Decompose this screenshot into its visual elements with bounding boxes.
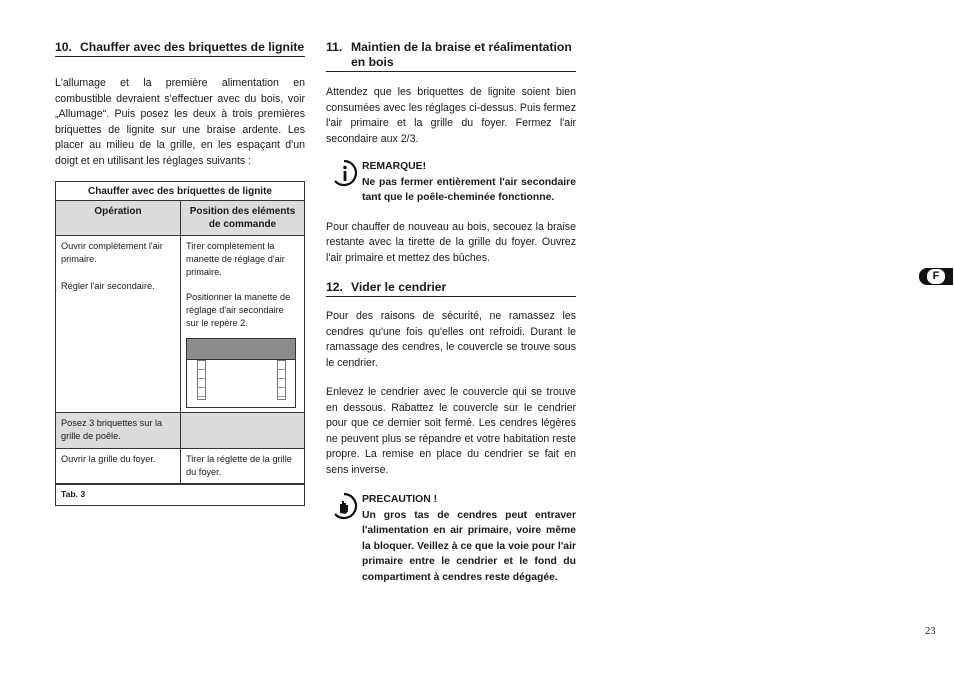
table-cell-empty <box>181 413 304 448</box>
section-title: Vider le cendrier <box>351 280 447 294</box>
table-row <box>56 236 304 413</box>
table-row <box>56 449 304 484</box>
hand-caution-icon <box>330 492 362 585</box>
right-column <box>326 40 576 585</box>
table-header-position: Position des eléments de commande <box>181 201 304 235</box>
pos-primary-air: Tirer complètement la manette de réglage d'air primaire. <box>186 241 285 277</box>
op-open-primary-air: Ouvrir complètement l'air primaire. <box>61 241 163 264</box>
section-10-heading <box>55 40 305 57</box>
caution-title: PRECAUTION ! <box>362 494 438 505</box>
table-row <box>56 413 304 449</box>
section-title: Maintien de la braise et réalimentation en bois <box>351 40 572 69</box>
remark-text: Ne pas fermer entièrement l'air secondaire tant que le poêle-cheminée fonctionne. <box>362 176 576 203</box>
remark-note <box>330 159 576 206</box>
section-11-after: Pour chauffer de nouveau au bois, secouez la braise restante avec la tirette de la grille du foyer. Ouvrez l'air primaire et mettez des bûches. <box>326 220 576 264</box>
table-cell <box>181 236 304 412</box>
control-handle-right <box>277 360 286 400</box>
pos-grate: Tirer la réglette de la grille du foyer. <box>186 454 292 477</box>
op-set-secondary-air: Régler l'air secondaire. <box>61 281 155 291</box>
table-cell <box>56 236 181 412</box>
control-handle-left <box>197 360 206 400</box>
control-bar <box>187 339 295 360</box>
section-title: Chauffer avec des briquettes de lignite <box>80 40 305 54</box>
remark-title: REMARQUE! <box>362 161 427 172</box>
section-12-p1: Pour des raisons de sécurité, ne ramassez les cendres qu'une fois qu'elles ont refroidi. Durant le ramassage des cendres, le couvercle se trouve sous le cendrier. <box>326 310 576 369</box>
op-open-grate: Ouvrir la grille du foyer. <box>56 449 181 483</box>
page-number: 23 <box>925 626 936 637</box>
table-title: Chauffer avec des briquettes de lignite <box>56 182 304 201</box>
control-diagram <box>186 338 296 408</box>
section-number: 11. <box>326 40 343 54</box>
section-number: 10. <box>55 40 72 54</box>
pos-secondary-air: Positionner la manette de réglage d'air secondaire sur le repère 2. <box>186 292 291 328</box>
section-11-heading <box>326 40 576 72</box>
briquette-table <box>55 181 305 506</box>
table-caption: Tab. 3 <box>56 484 304 505</box>
caution-note <box>330 492 576 585</box>
info-icon <box>330 159 362 206</box>
table-header-operation: Opération <box>56 201 181 235</box>
section-12-p2: Enlevez le cendrier avec le couvercle qui se trouve en dessous. Rabattez le couvercle sur le cendrier pour que ce dernier soit fermé. Les cendres légères ne peuvent plus se répandre et votre habitation reste propre. La remise en place du cendrier se fait en sens inverse. <box>326 386 576 476</box>
language-tab <box>919 268 953 285</box>
section-number: 12. <box>326 280 343 294</box>
left-column <box>55 40 305 506</box>
table-header-row <box>56 201 304 236</box>
section-12-heading <box>326 280 576 297</box>
caution-text: Un gros tas de cendres peut entraver l'alimentation en air primaire, voire même la bloquer. Veillez à ce que la voie pour l'air primaire entre le cendrier et le fond du compartiment à cendres reste dégagée. <box>362 509 576 583</box>
op-place-briquettes: Posez 3 briquettes sur la grille de poêle. <box>56 413 181 448</box>
section-11-text: Attendez que les briquettes de lignite soient bien consumées avec les réglages ci-dessus. Puis fermez l'air primaire et la grille du foyer. Fermez l'air secondaire aux 2/3. <box>326 86 576 145</box>
language-tab-label: F <box>927 269 945 284</box>
section-10-intro: L'allumage et la première alimentation en combustible devraient s'effectuer avec du bois, voir „Allumage“. Puis posez les deux à trois premières briquettes de lignite sur une braise ardente. Les placer au milieu de la grille, en les espaçant d'un doigt et en utilisant les réglages suivants : <box>55 77 305 167</box>
